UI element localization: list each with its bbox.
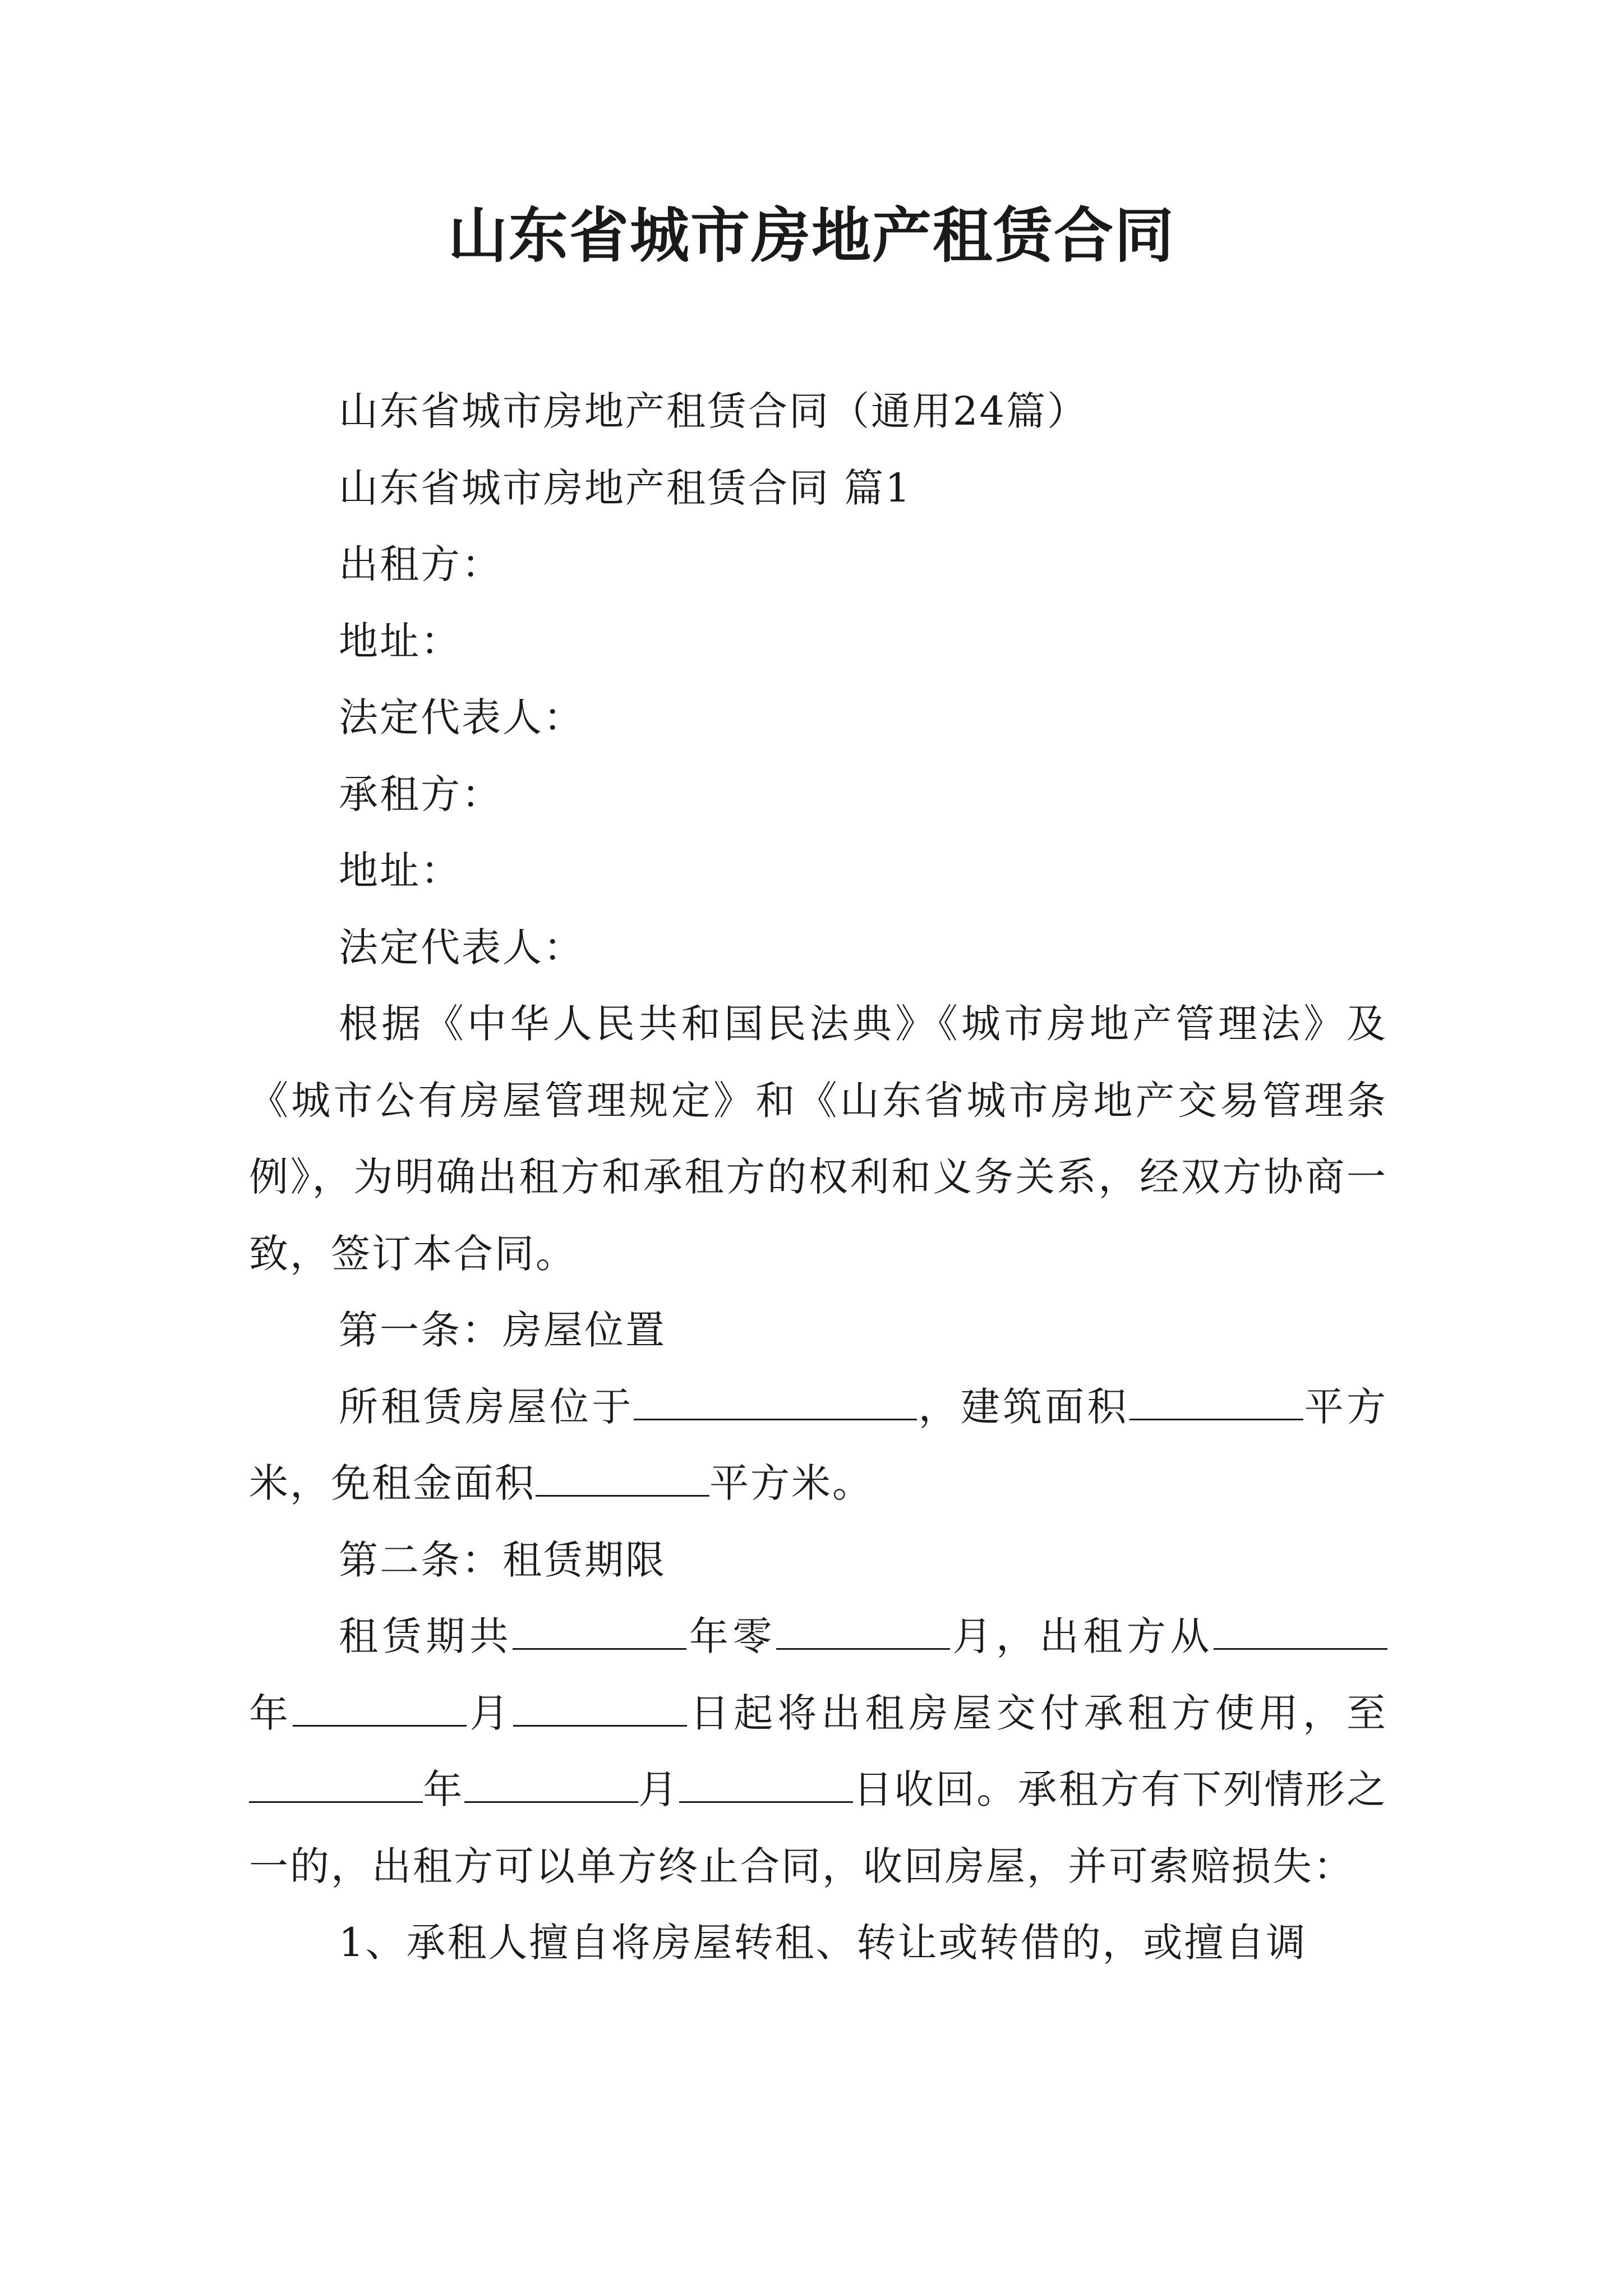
term-years-blank <box>513 1614 686 1650</box>
end-day-blank <box>679 1768 853 1803</box>
article-1-text: 平方米，免租金面积 <box>249 1383 1388 1506</box>
article-2-text: 月，出租方从 <box>950 1613 1214 1659</box>
article-2-text: 月 <box>467 1690 514 1736</box>
term-months-blank <box>776 1614 950 1650</box>
article-2-text: 日起将出租房屋交付承租方使用，至 <box>687 1690 1388 1736</box>
article-2-text: 租赁期共 <box>339 1613 513 1659</box>
article-1-heading: 第一条：房屋位置 <box>339 1307 666 1353</box>
start-month-blank <box>293 1691 467 1727</box>
article-2-text: 年 <box>423 1766 464 1812</box>
lessee-representative-label: 法定代表人： <box>339 924 584 970</box>
article-2-heading: 第二条：租赁期限 <box>339 1536 666 1583</box>
document-body <box>249 373 1387 1981</box>
article-1-paragraph <box>249 1369 1387 1522</box>
document-title: 山东省城市房地产租赁合同 <box>448 200 1175 270</box>
end-month-blank <box>464 1768 638 1803</box>
lessor-address-label: 地址： <box>339 618 462 664</box>
article-1-text: 所租赁房屋位于 <box>339 1383 634 1430</box>
location-blank <box>634 1385 917 1420</box>
lessor-label: 出租方： <box>339 541 502 587</box>
lessor-representative-label: 法定代表人： <box>339 694 584 740</box>
building-area-blank <box>1129 1385 1303 1420</box>
article-2-text: 年零 <box>686 1613 777 1659</box>
start-year-blank <box>1214 1614 1387 1650</box>
article-2-paragraph <box>249 1598 1387 1904</box>
lessee-label: 承租方： <box>339 771 502 817</box>
subtitle: 山东省城市房地产租赁合同（通用24篇） <box>339 388 1089 434</box>
section-heading: 山东省城市房地产租赁合同 篇1 <box>339 464 912 511</box>
end-year-blank <box>249 1768 423 1803</box>
article-2-text: 月 <box>638 1766 680 1812</box>
preamble-paragraph: 根据《中华人民共和国民法典》《城市房地产管理法》及《城市公有房屋管理规定》和《山东省城市房地产交易管理条例》，为明确出租方和承租方的权利和义务关系，经双方协商一致，签订本合同。 <box>249 1001 1387 1277</box>
start-day-blank <box>513 1691 687 1727</box>
article-1-text: ，建筑面积 <box>917 1383 1129 1430</box>
article-2-item-1: 1、承租人擅自将房屋转租、转让或转借的，或擅自调 <box>339 1920 1307 1966</box>
lessee-address-label: 地址： <box>339 848 462 894</box>
rent-free-area-blank <box>536 1461 709 1497</box>
article-2-text: 年 <box>249 1690 293 1736</box>
article-2-text: 日收回。承租方有下列情形之一的，出租方可以单方终止合同，收回房屋，并可索赔损失： <box>249 1766 1388 1889</box>
article-1-text: 平方米。 <box>709 1460 873 1506</box>
